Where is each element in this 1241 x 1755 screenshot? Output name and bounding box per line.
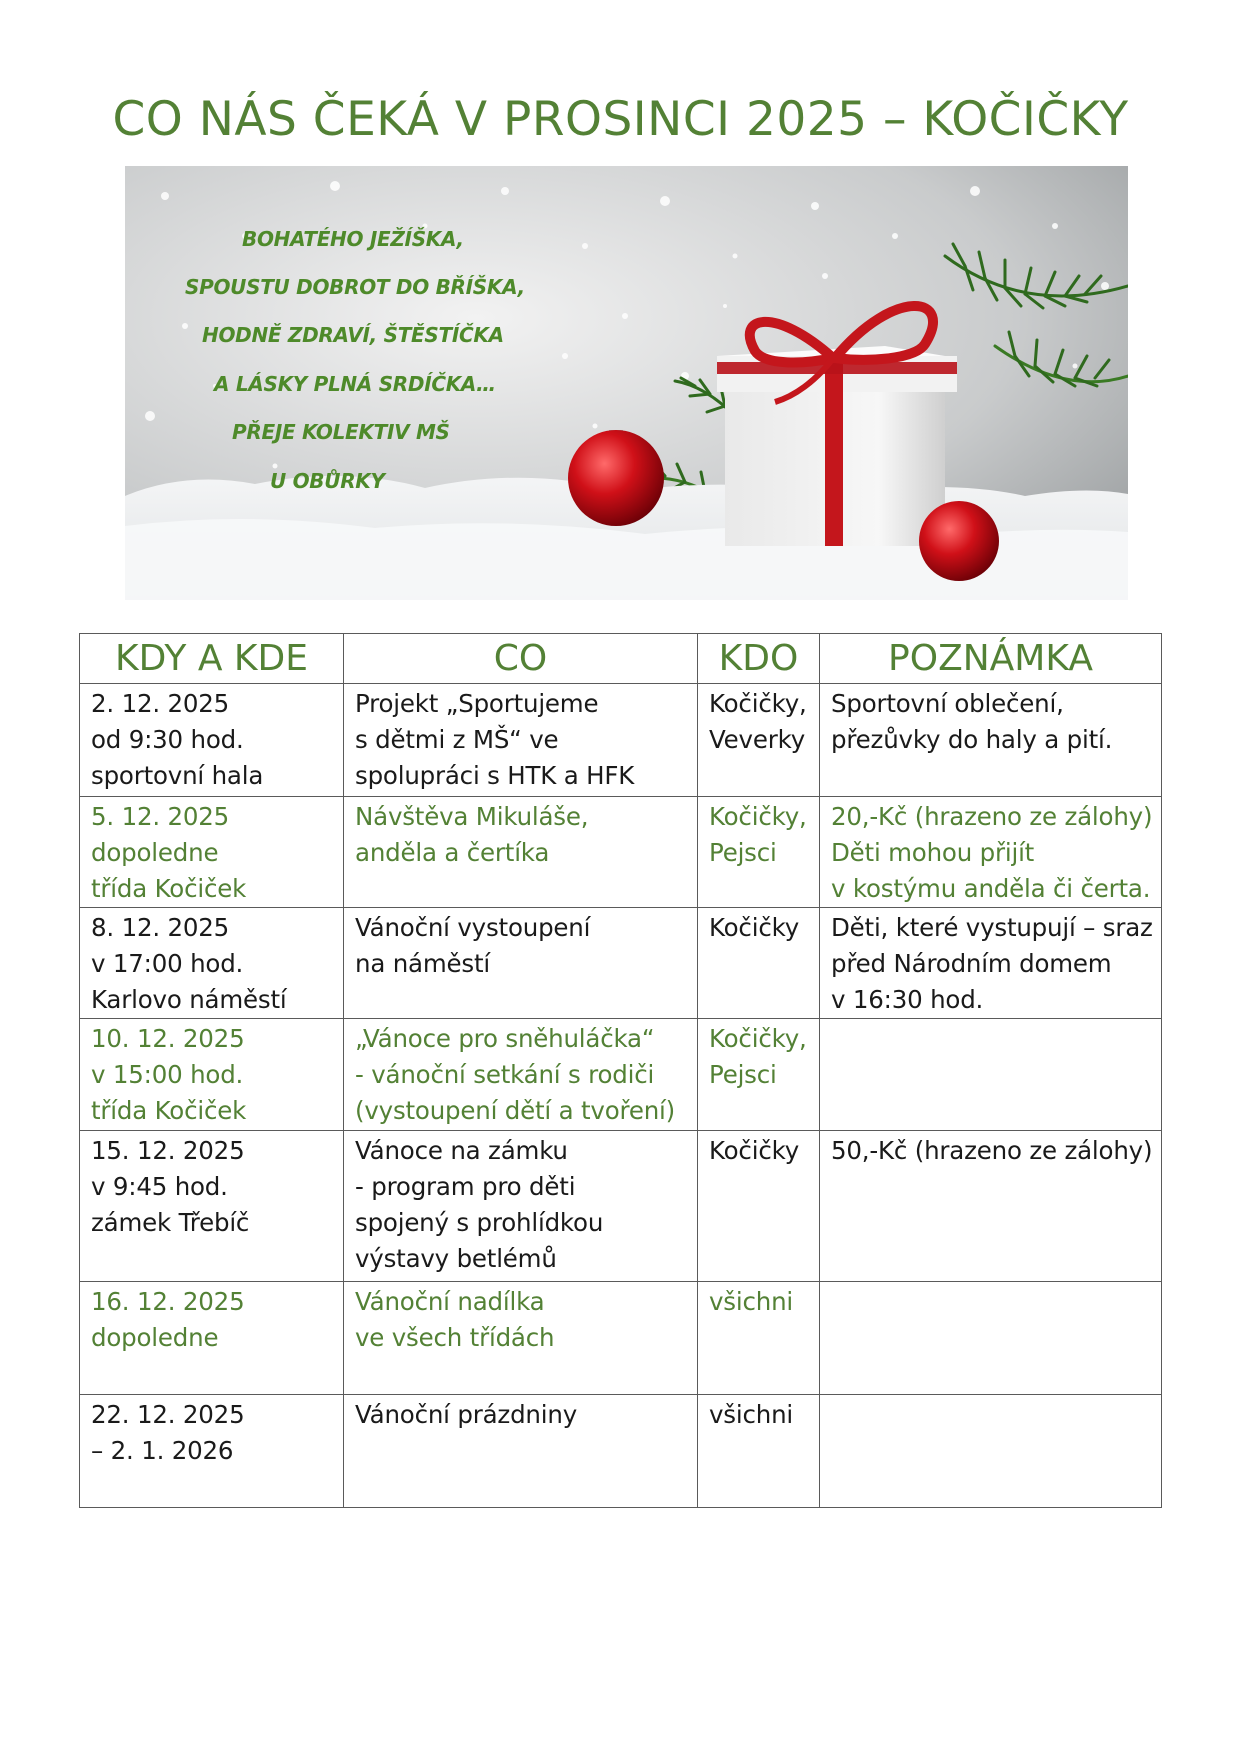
schedule-table bbox=[79, 633, 1162, 1508]
cell-line: dopoledne bbox=[91, 1323, 219, 1352]
cell-note bbox=[820, 1019, 1162, 1131]
table-row bbox=[80, 1395, 1162, 1508]
cell-what bbox=[344, 797, 698, 908]
cell-what bbox=[344, 908, 698, 1019]
cell-line: zámek Třebíč bbox=[91, 1208, 250, 1237]
cell-note bbox=[820, 1395, 1162, 1508]
cell-who bbox=[698, 1131, 820, 1282]
cell-who bbox=[698, 1019, 820, 1131]
cell-line: všichni bbox=[709, 1400, 794, 1429]
cell-line: Projekt „Sportujeme bbox=[355, 689, 599, 718]
cell-line: s dětmi z MŠ“ ve bbox=[355, 725, 559, 754]
cell-line: Kočičky, bbox=[709, 802, 807, 831]
cell-line: Pejsci bbox=[709, 838, 777, 867]
cell-line: spojený s prohlídkou bbox=[355, 1208, 604, 1237]
cell-line: všichni bbox=[709, 1287, 794, 1316]
cell-line: třída Kočiček bbox=[91, 1096, 247, 1125]
cell-line: 22. 12. 2025 bbox=[91, 1400, 245, 1429]
table-row bbox=[80, 1282, 1162, 1395]
table-row bbox=[80, 1131, 1162, 1282]
cell-line: ve všech třídách bbox=[355, 1323, 555, 1352]
cell-line: v 9:45 hod. bbox=[91, 1172, 228, 1201]
cell-line: Děti mohou přijít bbox=[831, 838, 1035, 867]
cell-line: 15. 12. 2025 bbox=[91, 1136, 245, 1165]
cell-line: od 9:30 hod. bbox=[91, 725, 244, 754]
table-row bbox=[80, 908, 1162, 1019]
col-header-what: CO bbox=[344, 634, 698, 684]
cell-line: výstavy betlémů bbox=[355, 1244, 557, 1273]
cell-line: Sportovní oblečení, bbox=[831, 689, 1064, 718]
cell-note bbox=[820, 1282, 1162, 1395]
cell-line: Vánoční nadílka bbox=[355, 1287, 545, 1316]
cell-line: 2. 12. 2025 bbox=[91, 689, 230, 718]
cell-line: Vánoční vystoupení bbox=[355, 913, 591, 942]
page-title: CO NÁS ČEKÁ V PROSINCI 2025 – KOČIČKY bbox=[112, 92, 1129, 147]
cell-who bbox=[698, 684, 820, 797]
cell-line: Děti, které vystupují – sraz bbox=[831, 913, 1153, 942]
cell-line: - vánoční setkání s rodiči bbox=[355, 1060, 655, 1089]
cell-line: třída Kočiček bbox=[91, 874, 247, 903]
cell-line: Kočičky bbox=[709, 913, 799, 942]
cell-what bbox=[344, 1019, 698, 1131]
table-row bbox=[80, 684, 1162, 797]
cell-when bbox=[80, 1019, 344, 1131]
cell-what bbox=[344, 1282, 698, 1395]
cell-line: v 15:00 hod. bbox=[91, 1060, 244, 1089]
cell-line: přezůvky do haly a pití. bbox=[831, 725, 1113, 754]
cell-line: 8. 12. 2025 bbox=[91, 913, 230, 942]
cell-who bbox=[698, 908, 820, 1019]
cell-line: 16. 12. 2025 bbox=[91, 1287, 245, 1316]
cell-line: spolupráci s HTK a HFK bbox=[355, 761, 635, 790]
cell-line: Kočičky bbox=[709, 1136, 799, 1165]
col-header-note: POZNÁMKA bbox=[820, 634, 1162, 684]
wish-line: A LÁSKY PLNÁ SRDÍČKA… bbox=[214, 372, 496, 396]
cell-line: - program pro děti bbox=[355, 1172, 576, 1201]
wish-line: PŘEJE KOLEKTIV MŠ bbox=[232, 420, 450, 444]
wish-line: BOHATÉHO JEŽÍŠKA, bbox=[242, 227, 464, 251]
cell-what bbox=[344, 684, 698, 797]
cell-line: Karlovo náměstí bbox=[91, 985, 287, 1014]
cell-note bbox=[820, 684, 1162, 797]
cell-line: v kostýmu anděla či čerta. bbox=[831, 874, 1151, 903]
wish-line: HODNĚ ZDRAVÍ, ŠTĚSTÍČKA bbox=[202, 323, 504, 347]
cell-when bbox=[80, 684, 344, 797]
table-row bbox=[80, 1019, 1162, 1131]
cell-line: – 2. 1. 2026 bbox=[91, 1436, 234, 1465]
cell-who bbox=[698, 1282, 820, 1395]
cell-line: Kočičky, bbox=[709, 1024, 807, 1053]
cell-line: 20,-Kč (hrazeno ze zálohy) bbox=[831, 802, 1153, 831]
cell-line: v 17:00 hod. bbox=[91, 949, 244, 978]
cell-note bbox=[820, 797, 1162, 908]
table-header-row bbox=[80, 634, 1162, 684]
cell-line: „Vánoce pro sněhuláčka“ bbox=[355, 1024, 655, 1053]
cell-line: v 16:30 hod. bbox=[831, 985, 984, 1014]
cell-line: dopoledne bbox=[91, 838, 219, 867]
cell-line: na náměstí bbox=[355, 949, 490, 978]
cell-note bbox=[820, 1131, 1162, 1282]
cell-when bbox=[80, 1131, 344, 1282]
wish-line: SPOUSTU DOBROT DO BŘÍŠKA, bbox=[185, 275, 525, 299]
cell-note bbox=[820, 908, 1162, 1019]
cell-line: 10. 12. 2025 bbox=[91, 1024, 245, 1053]
cell-when bbox=[80, 1282, 344, 1395]
cell-line: Veverky bbox=[709, 725, 805, 754]
col-header-when: KDY A KDE bbox=[80, 634, 344, 684]
cell-line: (vystoupení dětí a tvoření) bbox=[355, 1096, 676, 1125]
cell-line: Vánoce na zámku bbox=[355, 1136, 568, 1165]
cell-when bbox=[80, 1395, 344, 1508]
cell-when bbox=[80, 797, 344, 908]
cell-line: Návštěva Mikuláše, bbox=[355, 802, 589, 831]
wish-line: U OBŮRKY bbox=[270, 469, 385, 493]
cell-line: Kočičky, bbox=[709, 689, 807, 718]
cell-what bbox=[344, 1131, 698, 1282]
cell-what bbox=[344, 1395, 698, 1508]
cell-line: 5. 12. 2025 bbox=[91, 802, 230, 831]
cell-line: Pejsci bbox=[709, 1060, 777, 1089]
cell-line: sportovní hala bbox=[91, 761, 264, 790]
cell-line: 50,-Kč (hrazeno ze zálohy) bbox=[831, 1136, 1153, 1165]
table-row bbox=[80, 797, 1162, 908]
cell-line: Vánoční prázdniny bbox=[355, 1400, 577, 1429]
cell-line: před Národním domem bbox=[831, 949, 1112, 978]
cell-who bbox=[698, 797, 820, 908]
cell-who bbox=[698, 1395, 820, 1508]
cell-when bbox=[80, 908, 344, 1019]
col-header-who: KDO bbox=[698, 634, 820, 684]
cell-line: anděla a čertíka bbox=[355, 838, 550, 867]
